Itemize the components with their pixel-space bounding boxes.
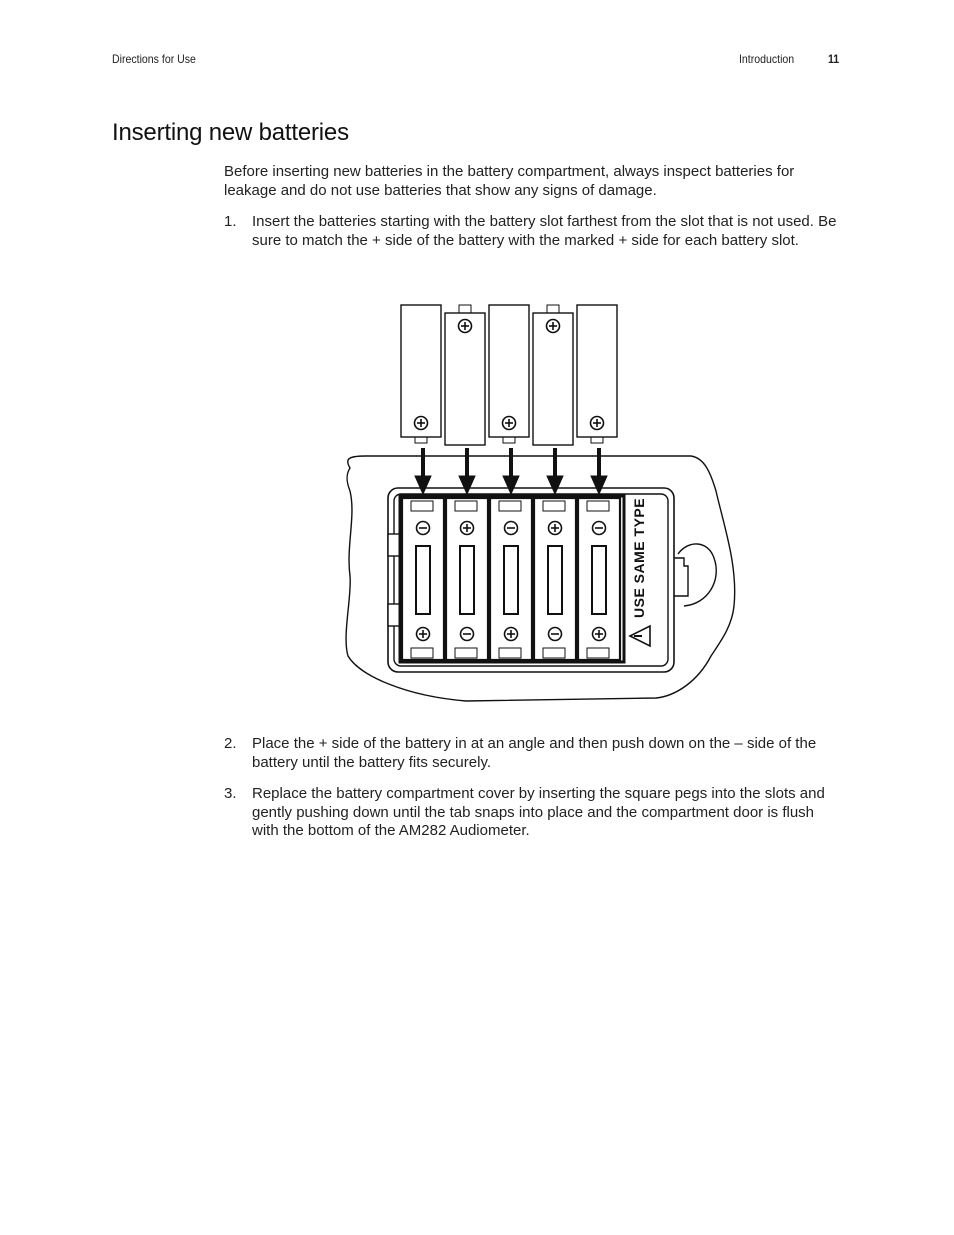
battery-icon <box>445 305 485 445</box>
plus-terminal-icon <box>459 320 472 333</box>
running-header-section: Introduction <box>739 52 795 66</box>
plus-terminal-icon <box>503 417 516 430</box>
loose-batteries <box>401 305 617 445</box>
battery-icon <box>489 305 529 443</box>
intro-paragraph: Before inserting new batteries in the battery compartment, always inspect batteries for leakage and do not use batteries that show any signs of damage. <box>224 163 795 199</box>
arrow-down-icon <box>547 448 563 494</box>
list-item-step-2 <box>224 735 839 772</box>
list-item-step-3 <box>224 785 839 841</box>
arrow-down-icon <box>415 448 431 494</box>
list-item-step-1 <box>224 213 839 250</box>
minus-terminal-icon <box>417 522 430 535</box>
plus-terminal-icon <box>549 522 562 535</box>
battery-slot <box>578 498 620 660</box>
step-number: 2. <box>224 735 237 752</box>
battery-slot <box>534 498 576 660</box>
plus-terminal-icon <box>415 417 428 430</box>
plus-terminal-icon <box>505 628 518 641</box>
minus-terminal-icon <box>549 628 562 641</box>
use-same-type-label: USE SAME TYPE <box>631 497 647 618</box>
step-text: Place the + side of the battery in at an angle and then push down on the – side of the battery until the battery fits securely. <box>252 735 817 771</box>
cover-tab-hook <box>671 544 716 606</box>
step-number: 3. <box>224 785 237 802</box>
step-text: Replace the battery compartment cover by inserting the square pegs into the slots and gently pushing down until the tab snaps into place and the compartment door is flush with the bottom of the AM282 Audiometer. <box>252 785 825 839</box>
battery-slot <box>490 498 532 660</box>
plus-terminal-icon <box>591 417 604 430</box>
arrow-down-icon <box>459 448 475 494</box>
plus-terminal-icon <box>593 628 606 641</box>
step-number: 1. <box>224 213 237 230</box>
battery-icon <box>533 305 573 445</box>
step-text: Insert the batteries starting with the battery slot farthest from the slot that is not used. Be sure to match the + side of the battery with the marked + side for each battery slot. <box>252 213 837 249</box>
arrow-down-icon <box>591 448 607 494</box>
battery-slot <box>446 498 488 660</box>
minus-terminal-icon <box>505 522 518 535</box>
battery-insertion-figure <box>336 296 746 708</box>
battery-icon <box>401 305 441 443</box>
running-header-doc-title: Directions for Use <box>112 52 196 66</box>
arrow-down-icon <box>503 448 519 494</box>
page-title: Inserting new batteries <box>112 119 349 146</box>
plus-terminal-icon <box>417 628 430 641</box>
plus-terminal-icon <box>461 522 474 535</box>
battery-icon <box>577 305 617 443</box>
battery-compartment-illustration <box>336 296 746 708</box>
plus-terminal-icon <box>547 320 560 333</box>
page-number: 11 <box>828 52 840 66</box>
minus-terminal-icon <box>461 628 474 641</box>
battery-slots <box>402 498 620 660</box>
insertion-arrows <box>415 448 607 494</box>
battery-slot <box>402 498 444 660</box>
minus-terminal-icon <box>593 522 606 535</box>
